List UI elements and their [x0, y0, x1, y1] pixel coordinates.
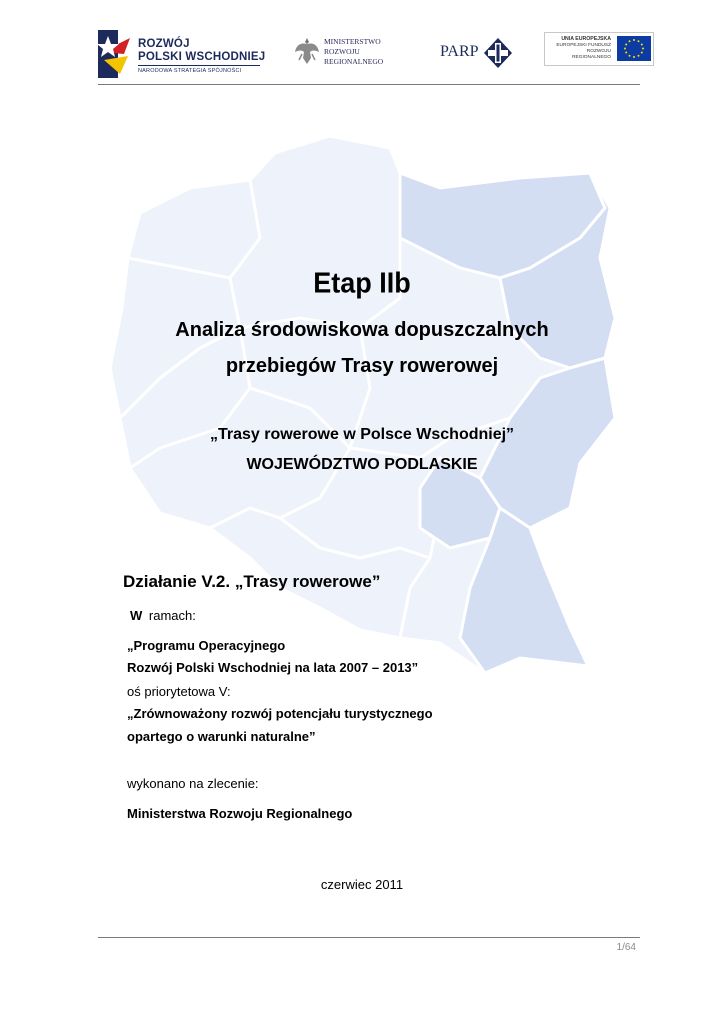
- within-w: W: [130, 608, 143, 623]
- programme-line1: „Programu Operacyjnego: [127, 638, 286, 653]
- within-line: [127, 608, 196, 624]
- logo-rpw-divider: [138, 65, 260, 66]
- eagle-emblem-icon: [294, 36, 320, 66]
- page-number: 1/64: [616, 942, 636, 953]
- region-name: WOJEWÓDZTWO PODLASKIE: [246, 456, 478, 473]
- document-date: czerwiec 2011: [320, 877, 404, 892]
- parp-logo: [440, 38, 514, 70]
- eu-flag-icon: [617, 36, 651, 61]
- axis-line2: opartego o warunki naturalne”: [127, 729, 316, 744]
- action-heading: Działanie V.2. „Trasy rowerowe”: [123, 572, 381, 591]
- parp-logo-text: PARP: [440, 43, 479, 60]
- project-name: „Trasy rowerowe w Polsce Wschodniej”: [209, 426, 515, 443]
- header-rule: [98, 84, 640, 85]
- axis-line1: „Zrównoważony rozwój potencjału turystycznego: [127, 706, 433, 721]
- logo-rpw-tagline: NARODOWA STRATEGIA SPÓJNOŚCI: [138, 68, 242, 74]
- within-rest: ramach:: [148, 608, 196, 623]
- eu-logo-fund: EUROPEJSKI FUNDUSZ ROZWOJU REGIONALNEGO: [556, 43, 611, 60]
- logo-rpw-line1: ROZWÓJ: [138, 38, 190, 50]
- subtitle-line2: przebiegów Trasy rowerowej: [225, 355, 499, 377]
- ministry-logo-text: MINISTERSTWO ROZWOJU REGIONALNEGO: [324, 37, 384, 66]
- commissioner-name: Ministerstwa Rozwoju Regionalnego: [127, 806, 353, 821]
- ministry-logo: [294, 34, 404, 76]
- eu-logo-text: [549, 36, 611, 61]
- programme-line2: Rozwój Polski Wschodniej na lata 2007 – 2013”: [127, 660, 419, 675]
- rozwoj-polski-wschodniej-logo: [98, 30, 268, 78]
- footer-rule: [98, 937, 640, 938]
- commissioned-label: wykonano na zlecenie:: [127, 776, 259, 791]
- eu-logo-title: UNIA EUROPEJSKA: [561, 36, 611, 42]
- subtitle-line1: Analiza środowiskowa dopuszczalnych: [175, 319, 549, 341]
- star-emblem-icon: [98, 30, 130, 78]
- logo-rpw-line2: POLSKI WSCHODNIEJ: [138, 51, 266, 63]
- parp-cross-icon: [484, 38, 512, 68]
- document-subtitle: [100, 312, 624, 384]
- axis-label: oś priorytetowa V:: [127, 684, 231, 699]
- eu-logo: [544, 32, 654, 66]
- poland-regions-map: [100, 118, 640, 678]
- header-logos: [98, 26, 640, 82]
- document-title: Etap IIb: [313, 267, 411, 299]
